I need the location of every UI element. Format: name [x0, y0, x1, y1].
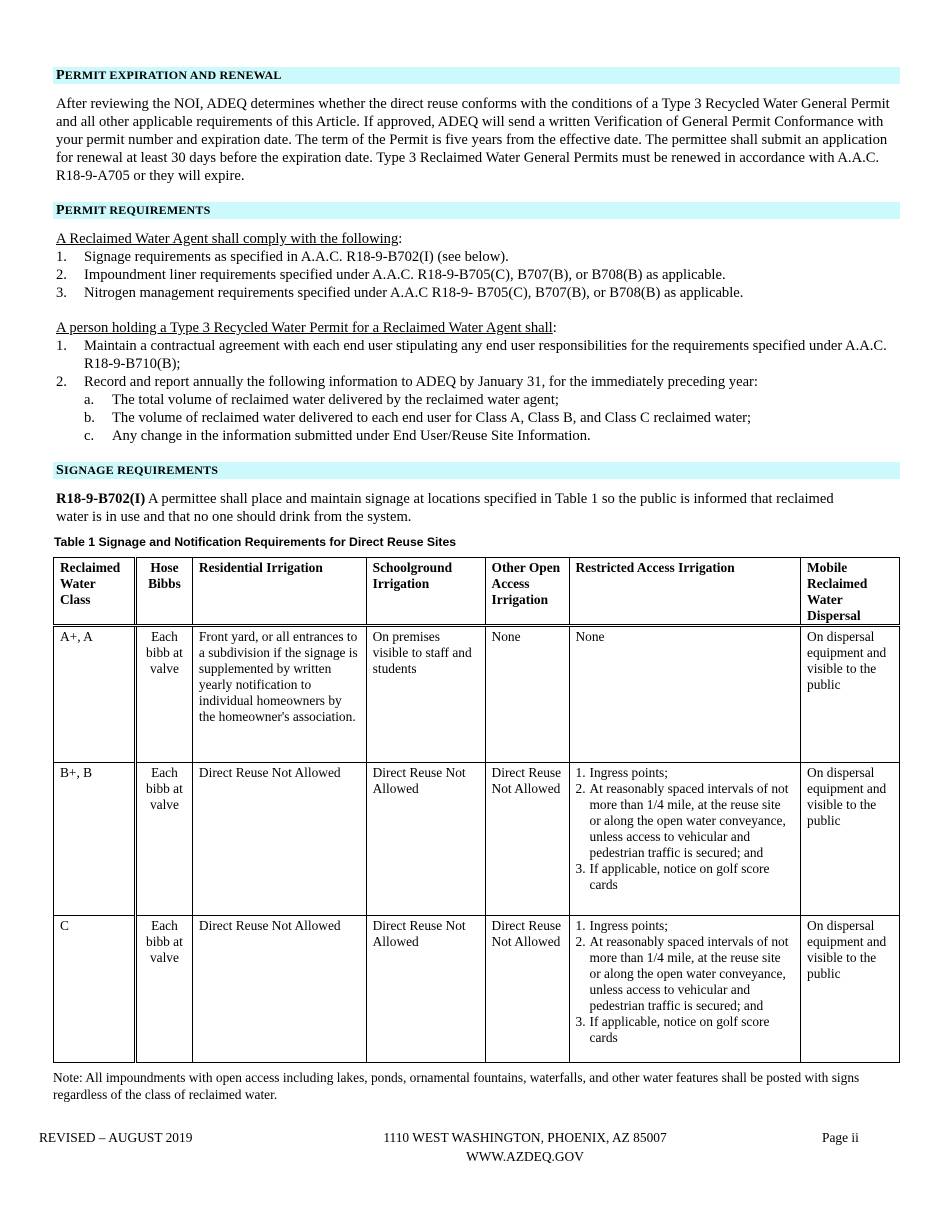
cell-other: Direct Reuse Not Allowed: [485, 916, 569, 1063]
list-item: 1. Ingress points;: [575, 918, 668, 933]
list-item: 3. If applicable, notice on golf score cards: [575, 1014, 770, 1045]
list-item: 2. At reasonably spaced intervals of not more than 1/4 mile, at the reuse site or along the open water conveyance, unless access to vehicular and pedestrian traffic is secured; and: [575, 781, 789, 860]
cell-residential: Direct Reuse Not Allowed: [192, 763, 366, 916]
cell-class: C: [54, 916, 136, 1063]
table-caption: Table 1 Signage and Notification Requirements for Direct Reuse Sites: [54, 535, 457, 549]
header-class: Reclaimed Water Class: [54, 558, 136, 626]
list-item: c. Any change in the information submitted under End User/Reuse Site Information.: [84, 428, 591, 444]
footer-address: 1110 WEST WASHINGTON, PHOENIX, AZ 85007: [383, 1130, 667, 1145]
cell-school: Direct Reuse Not Allowed: [366, 916, 485, 1063]
cell-school: On premises visible to staff and students: [366, 626, 485, 763]
table-row: [54, 626, 900, 763]
section-heading-signage: SIGNAGE REQUIREMENTS: [53, 462, 900, 479]
cell-class: B+, B: [54, 763, 136, 916]
cell-class: A+, A: [54, 626, 136, 763]
footer-website: WWW.AZDEQ.GOV: [466, 1149, 584, 1164]
list-item: 1. Signage requirements as specified in A.A.C. R18-9-B702(I) (see below).: [56, 249, 509, 265]
table-header-row: [54, 558, 900, 626]
signage-table: [53, 557, 900, 1063]
restricted-list: [576, 918, 795, 1046]
header-residential: Residential Irrigation: [192, 558, 366, 626]
header-other: Other Open Access Irrigation: [485, 558, 569, 626]
header-school: Schoolground Irrigation: [366, 558, 485, 626]
list-item: 1. Ingress points;: [575, 765, 668, 780]
table-row: [54, 916, 900, 1063]
list-item: a. The total volume of reclaimed water delivered by the reclaimed water agent;: [84, 392, 559, 408]
header-restricted: Restricted Access Irrigation: [569, 558, 801, 626]
cell-restricted: [569, 763, 801, 916]
table-row: [54, 763, 900, 916]
footer-revised: REVISED – AUGUST 2019: [39, 1130, 193, 1145]
header-mobile: Mobile Reclaimed Water Dispersal: [801, 558, 900, 626]
list-item: 2. Record and report annually the following information to ADEQ by January 31, for the immediately preceding year: a. The total volume of reclaimed water delivered by the reclaimed water agent; b. The volume of reclaimed water delivered to each end user for Class A, Class B, and Class C reclaimed water; c. Any change in the information submitted under End User/Reuse Site Information.: [56, 373, 894, 445]
holder-sublist: [84, 391, 894, 445]
cell-residential: Front yard, or all entrances to a subdivision if the signage is supplemented by written yearly notification to individual homeowners by the homeowner's association.: [192, 626, 366, 763]
list-item: 3. If applicable, notice on golf score cards: [575, 861, 770, 892]
cell-mobile: On dispersal equipment and visible to the public: [801, 916, 900, 1063]
cell-mobile: On dispersal equipment and visible to the public: [801, 763, 900, 916]
cell-other: Direct Reuse Not Allowed: [485, 763, 569, 916]
agent-intro: A Reclaimed Water Agent shall comply with the following:: [56, 231, 403, 247]
section-heading-expiration: PERMIT EXPIRATION AND RENEWAL: [53, 67, 900, 84]
agent-requirements-list: [56, 248, 894, 302]
list-item: 3. Nitrogen management requirements specified under A.A.C R18-9- B705(C), B707(B), or B708(B) as applicable.: [56, 285, 744, 301]
cell-residential: Direct Reuse Not Allowed: [192, 916, 366, 1063]
cell-hose: Each bibb at valve: [135, 626, 192, 763]
holder-intro: A person holding a Type 3 Recycled Water Permit for a Reclaimed Water Agent shall:: [56, 320, 557, 336]
list-item: 2. At reasonably spaced intervals of not more than 1/4 mile, at the reuse site or along the open water conveyance, unless access to vehicular and pedestrian traffic is secured; and: [575, 934, 789, 1013]
list-item: 2. Impoundment liner requirements specified under A.A.C. R18-9-B705(C), B707(B), or B708(B) as applicable.: [56, 267, 726, 283]
cell-hose: Each bibb at valve: [135, 763, 192, 916]
list-item: b. The volume of reclaimed water delivered to each end user for Class A, Class B, and Class C reclaimed water;: [84, 410, 752, 426]
cell-school: Direct Reuse Not Allowed: [366, 763, 485, 916]
header-hose: Hose Bibbs: [135, 558, 192, 626]
cell-restricted: [569, 916, 801, 1063]
rule-reference: R18-9-B702(I): [56, 491, 146, 507]
signage-paragraph: R18-9-B702(I) A permittee shall place and maintain signage at locations specified in Table 1 so the public is informed that reclaimed water is in use and that no one should drink from the system.: [56, 491, 834, 525]
footer-address-block: [325, 1128, 725, 1166]
holder-requirements-list: [56, 337, 894, 445]
cell-hose: Each bibb at valve: [135, 916, 192, 1063]
cell-mobile: On dispersal equipment and visible to the public: [801, 626, 900, 763]
footer-page-number: Page ii: [822, 1130, 859, 1145]
restricted-list: [576, 765, 795, 893]
cell-restricted: None: [569, 626, 801, 763]
expiration-paragraph: After reviewing the NOI, ADEQ determines whether the direct reuse conforms with the conditions of a Type 3 Recycled Water General Permit and all other applicable requirements of this Article. If approved, ADEQ will send a written Verification of General Permit Conformance with your permit number and expiration date. The term of the Permit is five years from the effective date. The permittee shall submit an application for renewal at least 30 days before the expiration date. Type 3 Reclaimed Water General Permits must be renewed in accordance with A.A.C. R18-9-A705 or they will expire.: [56, 96, 890, 184]
list-item: 1. Maintain a contractual agreement with each end user stipulating any end user responsibilities for the requirements specified under A.A.C. R18-9-B710(B);: [56, 338, 887, 372]
table-note: Note: All impoundments with open access including lakes, ponds, ornamental fountains, waterfalls, and other water features shall be posted with signs regardless of the class of reclaimed water.: [53, 1070, 860, 1102]
section-heading-requirements: PERMIT REQUIREMENTS: [53, 202, 900, 219]
cell-other: None: [485, 626, 569, 763]
